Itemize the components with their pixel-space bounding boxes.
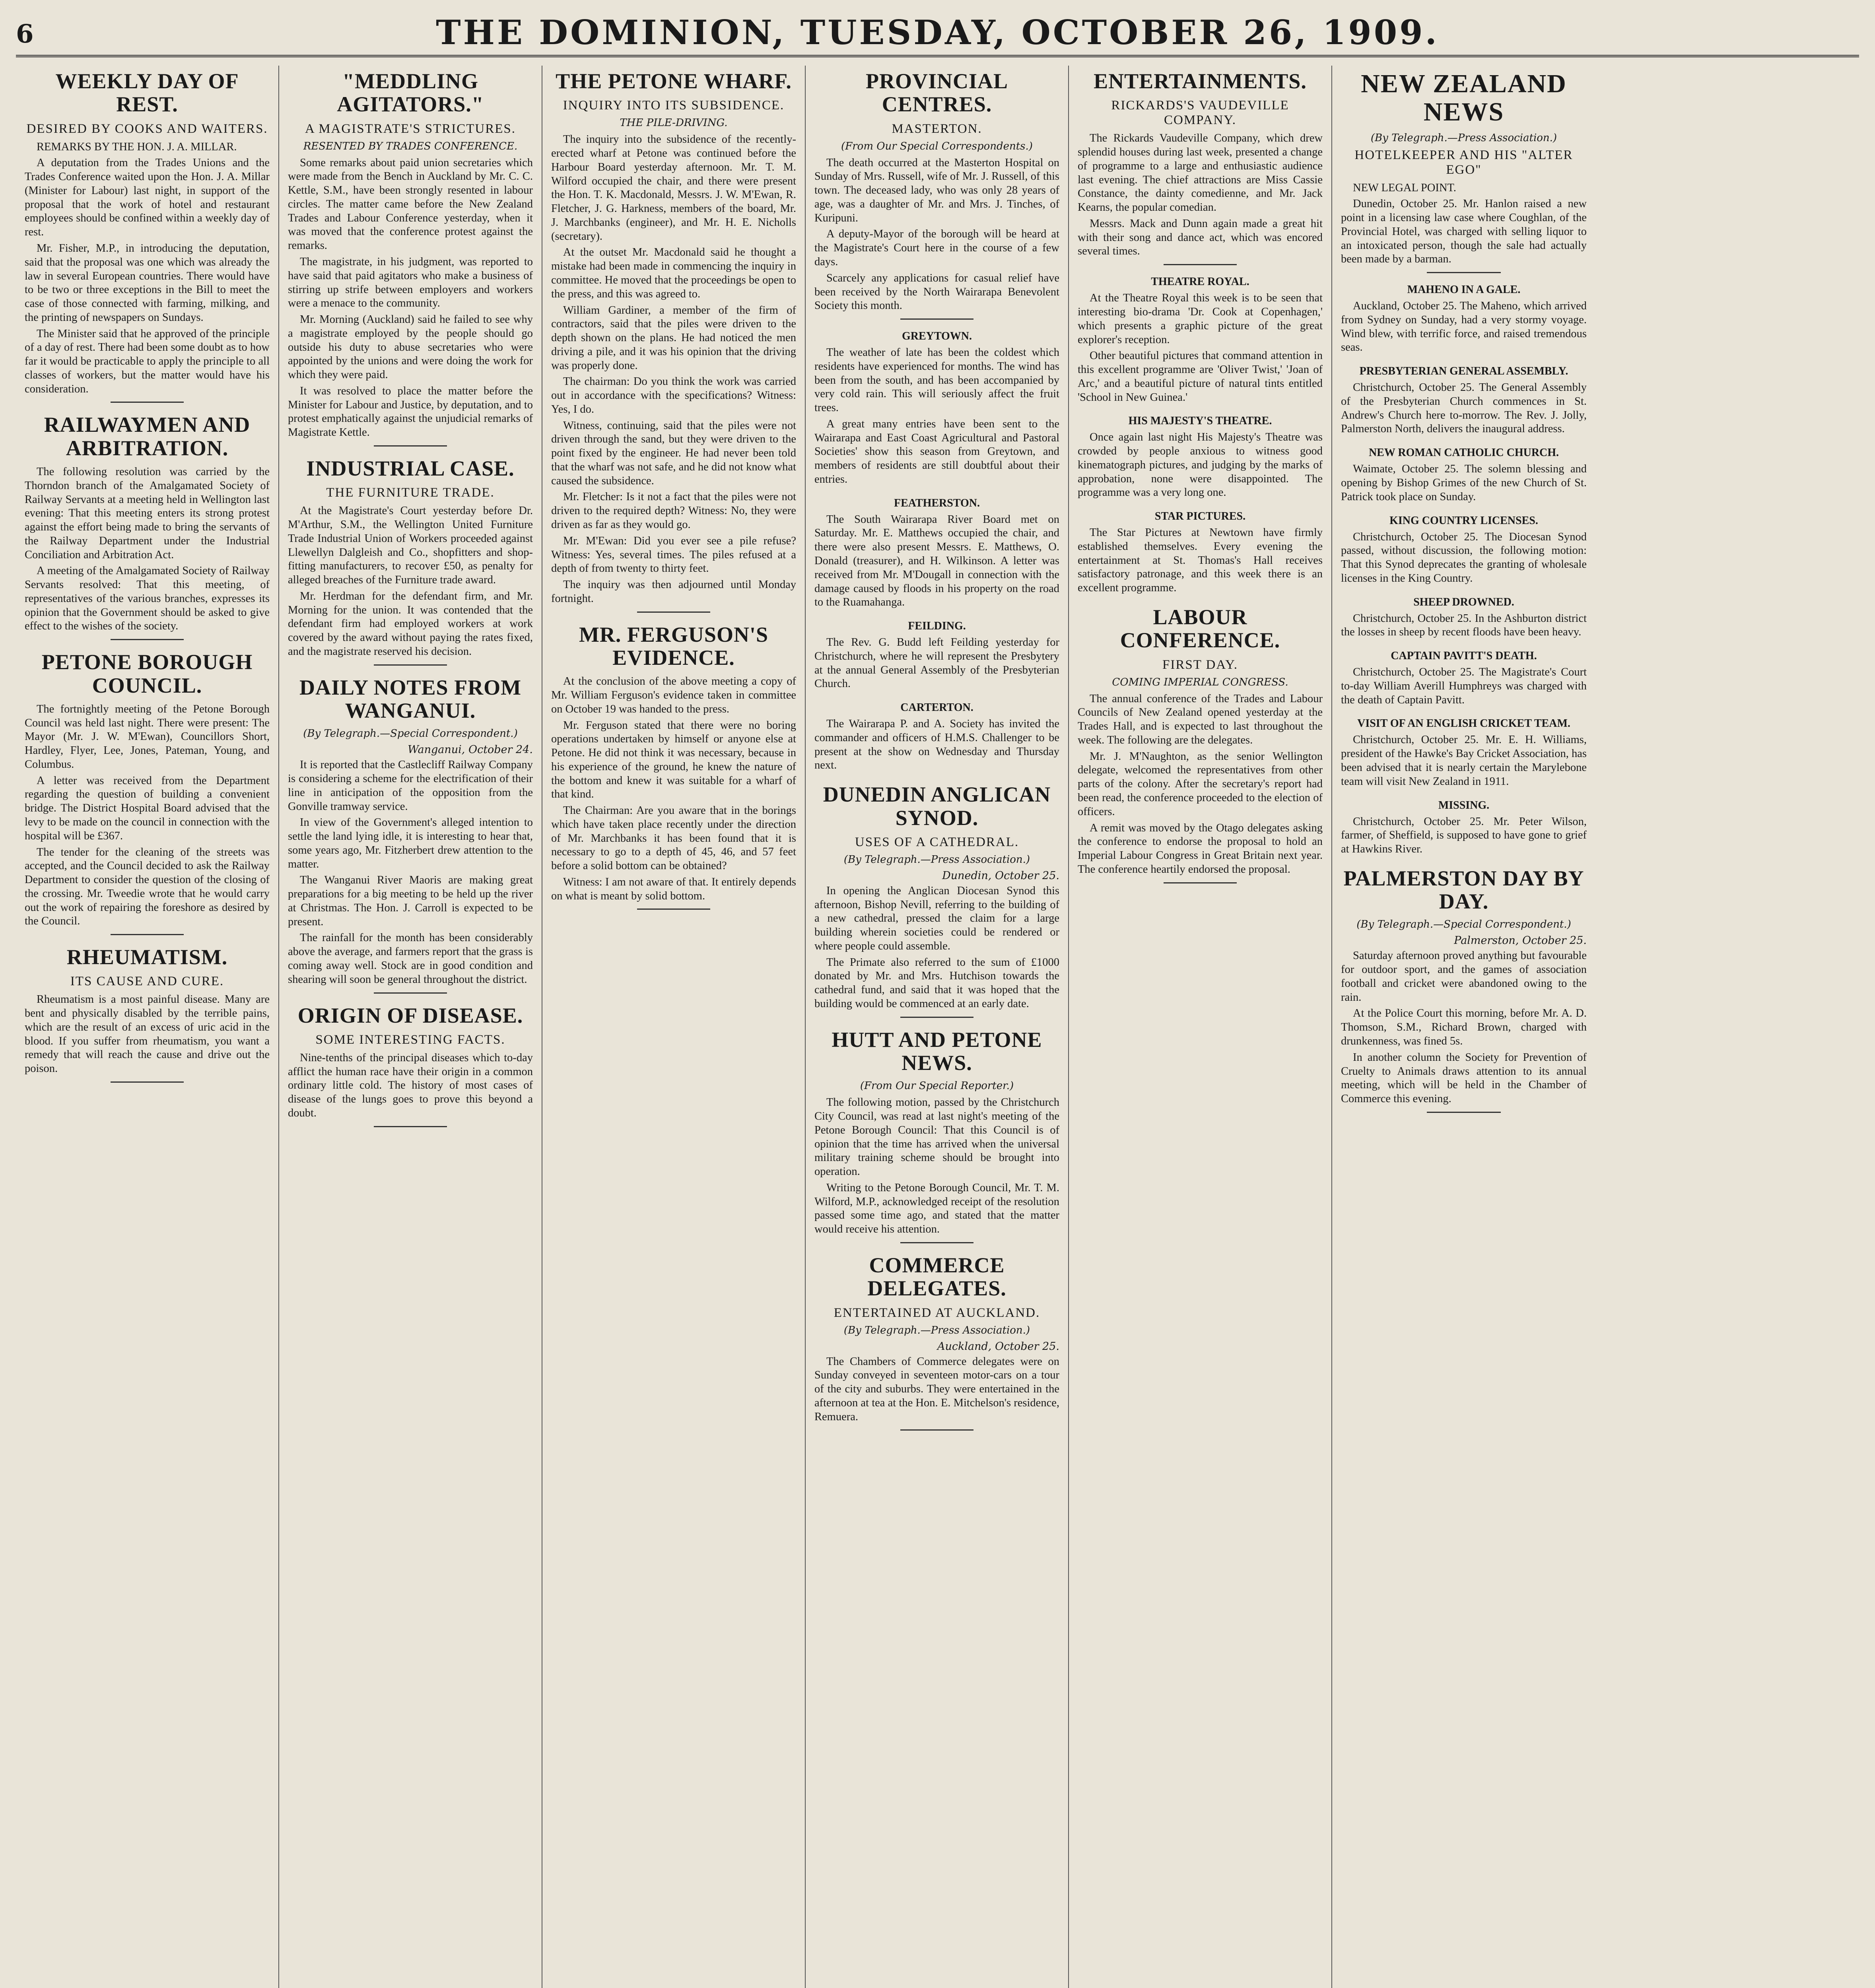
article-heading: RAILWAYMEN AND ARBITRATION. <box>44 413 251 460</box>
article-subheading: CARTERTON. <box>900 701 973 714</box>
article-paragraph: The Rickards Vaudeville Company, which drew splendid houses during last week, presented a change of programme to a large and enthusiastic audience last evening. The chief attractions are Miss Cassie Constance, the dainty comedienne, and Mr. Jack Kearns, the popular comedian. <box>1078 132 1323 214</box>
article-dateline: Auckland, October 25. <box>937 1340 1059 1353</box>
article-paragraph: The Star Pictures at Newtown have firmly established themselves. Every evening the entertainment at St. Thomas's Hall receives satisfactory patronage, and this week there is an excellent programme. <box>1078 526 1323 594</box>
article-subheading: RICKARDS'S VAUDEVILLE COMPANY. <box>1111 98 1289 128</box>
column-1 <box>16 66 279 1988</box>
article-credit: RESENTED BY TRADES CONFERENCE. <box>303 140 518 152</box>
article-heading: COMMERCE DELEGATES. <box>867 1253 1006 1301</box>
article <box>1341 70 1587 273</box>
article <box>1078 415 1323 500</box>
article-paragraph: Mr. Herdman for the defendant firm, and Mr. Morning for the union. It was contended that the defendant firm had employed workers at work covered by the award without paying the rates fixed, and the magistrate reserved his decision. <box>288 590 533 658</box>
article-paragraph: Waimate, October 25. The solemn blessing and opening by Bishop Grimes of the new Church of St. Patrick took place on Sunday. <box>1341 463 1587 503</box>
article-paragraph: REMARKS BY THE HON. J. A. MILLAR. <box>37 140 237 153</box>
article-paragraph: At the Theatre Royal this week is to be seen that interesting bio-drama 'Dr. Cook at Copenhagen,' which presents a graphic picture of the great explorer's reception. <box>1078 292 1323 346</box>
article <box>1341 867 1587 1113</box>
article-subheading: VISIT OF AN ENGLISH CRICKET TEAM. <box>1357 717 1570 730</box>
article-paragraph: In view of the Government's alleged intention to settle the land lying idle, it is interesting to hear that, some years ago, Mr. Fitzherbert drew attention to the matter. <box>288 816 533 870</box>
page-number: 6 <box>16 19 34 49</box>
column-3 <box>542 66 806 1988</box>
article-paragraph: Other beautiful pictures that command attention in this excellent programme are 'Oliver Twist,' 'Joan of Arc,' and a beautiful picture of natural tints entitled 'School in New Guinea.' <box>1078 349 1323 404</box>
article-subheading: HOTELKEEPER AND HIS "ALTER EGO" <box>1354 148 1573 177</box>
article-credit: COMING IMPERIAL CONGRESS. <box>1112 676 1288 688</box>
article-subheading: FEILDING. <box>908 620 966 633</box>
article-credit: THE PILE-DRIVING. <box>620 117 728 129</box>
article-credit: (From Our Special Reporter.) <box>860 1080 1014 1092</box>
article <box>814 497 1059 610</box>
article-subheading: MISSING. <box>1438 799 1490 812</box>
section-divider <box>1164 264 1237 265</box>
article-paragraph: Scarcely any applications for casual relief have been received by the North Wairarapa Benevolent Society this month. <box>814 272 1059 312</box>
article-paragraph: At the outset Mr. Macdonald said he thought a mistake had been made in commencing the inquiry in committee. He moved that the proceedings be open to the press, and this was agreed to. <box>551 246 796 300</box>
article-paragraph: The Wanganui River Maoris are making great preparations for a big meeting to be held up the river at Christmas. The Hon. J. Carroll is expected to be present. <box>288 874 533 928</box>
article-subheading: HIS MAJESTY'S THEATRE. <box>1128 415 1272 427</box>
article-heading: LABOUR CONFERENCE. <box>1120 605 1280 652</box>
article <box>814 1028 1059 1243</box>
article-paragraph: At the conclusion of the above meeting a copy of Mr. William Ferguson's evidence taken in committee on October 19 was handed to the press. <box>551 675 796 715</box>
article-paragraph: A letter was received from the Department regarding the question of building a convenient bridge. The District Hospital Board advised that the levy to be made on the council in connection with the hospital will be £367. <box>25 774 270 842</box>
article-heading: RHEUMATISM. <box>66 945 228 969</box>
article-paragraph: At the Police Court this morning, before Mr. A. D. Thomson, S.M., Richard Brown, charged with drunkenness, was fined 5s. <box>1341 1007 1587 1048</box>
article-subheading: FIRST DAY. <box>1162 657 1238 672</box>
article-paragraph: A great many entries have been sent to the Wairarapa and East Coast Agricultural and Pastoral Societies' show this season from Greytown, and members of residents are still doubtful about their entries. <box>814 417 1059 485</box>
article-heading: PALMERSTON DAY BY DAY. <box>1343 866 1584 914</box>
article-paragraph: The fortnightly meeting of the Petone Borough Council was held last night. There were present: The Mayor (Mr. J. W. M'Ewan), Councillors Short, Hardley, Flyer, Lee, Jones, Pateman, Young, and Columbus. <box>25 703 270 771</box>
article-subheading: PRESBYTERIAN GENERAL ASSEMBLY. <box>1359 365 1568 378</box>
article-paragraph: Writing to the Petone Borough Council, Mr. T. M. Wilford, M.P., acknowledged receipt of the resolution passed some time ago, and stated that the matter would receive his attention. <box>814 1181 1059 1236</box>
article <box>25 945 270 1083</box>
article-heading: DAILY NOTES FROM WANGANUI. <box>299 675 522 722</box>
article-paragraph: Mr. Fletcher: Is it not a fact that the piles were not driven to the required depth? Witness: No, they were driven as far as they would go. <box>551 491 796 531</box>
article-subheading: THEATRE ROYAL. <box>1151 276 1249 288</box>
article-paragraph: Christchurch, October 25. Mr. E. H. Williams, president of the Hawke's Bay Cricket Association, has been advised that it is nearly certain the Marylebone team will visit New Zealand in 1911. <box>1341 734 1587 788</box>
article-credit: (By Telegraph.—Special Correspondent.) <box>1356 918 1571 931</box>
article-paragraph: The inquiry was then adjourned until Monday fortnight. <box>551 579 796 605</box>
article-heading: THE PETONE WHARF. <box>556 69 792 93</box>
article-subheading: SHEEP DROWNED. <box>1413 596 1514 608</box>
article-subheading: KING COUNTRY LICENSES. <box>1389 514 1538 527</box>
article-subheading: ITS CAUSE AND CURE. <box>70 974 224 989</box>
section-divider <box>900 1429 974 1431</box>
section-divider <box>374 445 447 447</box>
article-heading: PROVINCIAL CENTRES. <box>865 69 1008 116</box>
article-subheading: STAR PICTURES. <box>1154 510 1246 523</box>
article-paragraph: The Minister said that he approved of the principle of a day of rest. There had been some doubt as to how far it would be practicable to apply the principle to all classes of workers, but the matter would have his consideration. <box>25 327 270 395</box>
article-subheading: USES OF A CATHEDRAL. <box>855 835 1019 849</box>
article-paragraph: Witness: I am not aware of that. It entirely depends on what is meant by solid bottom. <box>551 876 796 902</box>
article-paragraph: Mr. M'Ewan: Did you ever see a pile refuse? Witness: Yes, several times. The piles refused at a depth of from twenty to thirty feet. <box>551 534 796 575</box>
article-subheading: MAHENO IN A GALE. <box>1407 283 1521 296</box>
article-heading: MR. FERGUSON'S EVIDENCE. <box>579 622 769 670</box>
article-paragraph: The inquiry into the subsidence of the recently-erected wharf at Petone was continued before the Harbour Board yesterday afternoon. Mr. T. M. Wilford occupied the chair, and there were present the Hon. T. K. Macdonald, Messrs. J. W. M'Ewan, R. Fletcher, J. G. Harkness, members of the board, Mr. J. Marchbanks (engineer), and Mr. H. E. Nicholls (secretary). <box>551 133 796 243</box>
article-credit: (By Telegraph.—Press Association.) <box>1370 132 1557 144</box>
section-divider <box>111 1081 184 1083</box>
article-paragraph: Mr. J. M'Naughton, as the senior Wellington delegate, welcomed the representatives from other parts of the colony. After the secretary's report had been read, the conference proceeded to the election of officers. <box>1078 750 1323 818</box>
article-paragraph: Christchurch, October 25. The Diocesan Synod passed, without discussion, the following motion: That this Synod deprecates the granting of wholesale licenses in the King Country. <box>1341 530 1587 584</box>
section-divider <box>637 909 711 910</box>
section-divider <box>111 639 184 640</box>
article <box>288 676 533 994</box>
article-dateline: Palmerston, October 25. <box>1454 934 1587 947</box>
article-subheading: MASTERTON. <box>892 121 982 136</box>
article-paragraph: Once again last night His Majesty's Theatre was crowded by people anxious to witness good kinematograph pictures, and judging by the marks of approbation, none were disappointed. The programme was a very long one. <box>1078 431 1323 499</box>
article-paragraph: A meeting of the Amalgamated Society of Railway Servants resolved: That this meeting, of representatives of the various branches, expresses its opinion that the Government should be asked to give effect to the wishes of the society. <box>25 565 270 633</box>
article-subheading: GREYTOWN. <box>902 330 972 343</box>
article-heading: WEEKLY DAY OF REST. <box>55 69 239 116</box>
article-subheading: A MAGISTRATE'S STRICTURES. <box>305 121 516 136</box>
article <box>1078 276 1323 404</box>
column-2 <box>279 66 542 1988</box>
article-paragraph: Dunedin, October 25. Mr. Hanlon raised a new point in a licensing law case where Coughlan, of the Provincial Hotel, was charged with selling liquor to an intoxicated person, though the sale had actually been made by a barman. <box>1341 198 1587 266</box>
article-subheading: ENTERTAINED AT AUCKLAND. <box>834 1305 1040 1320</box>
article <box>814 1254 1059 1431</box>
article-subheading: NEW ROMAN CATHOLIC CHURCH. <box>1368 447 1559 459</box>
article <box>814 330 1059 487</box>
section-divider <box>111 402 184 403</box>
article-paragraph: Saturday afternoon proved anything but favourable for outdoor sport, and the games of association football and cricket were abandoned owing to the rain. <box>1341 949 1587 1004</box>
article <box>25 413 270 640</box>
article-paragraph: The chairman: Do you think the work was carried out in accordance with the specifications? Witness: Yes, I do. <box>551 375 796 415</box>
article-heading: DUNEDIN ANGLICAN SYNOD. <box>823 782 1051 830</box>
article-paragraph: Rheumatism is a most painful disease. Many are bent and physically disabled by the terrible pains, which are the result of an excess of uric acid in the blood. If you suffer from rheumatism, you want a remedy that will reach the cause and drive out the poison. <box>25 993 270 1075</box>
article-paragraph: The Rev. G. Budd left Feilding yesterday for Christchurch, where he will represent the Presbytery at the annual General Assembly of the Presbyterian Church. <box>814 636 1059 690</box>
article <box>814 620 1059 691</box>
column-4 <box>806 66 1069 1988</box>
article-paragraph: Christchurch, October 25. Mr. Peter Wilson, farmer, of Sheffield, is supposed to have gone to grief at Hawkins River. <box>1341 815 1587 856</box>
article <box>1341 447 1587 504</box>
article-credit: (By Telegraph.—Press Association.) <box>843 1324 1030 1336</box>
article-dateline: Wanganui, October 24. <box>408 744 533 756</box>
article-subheading: DESIRED BY COOKS AND WAITERS. <box>26 121 268 136</box>
section-divider <box>1164 882 1237 883</box>
article <box>288 1004 533 1127</box>
article-subheading: INQUIRY INTO ITS SUBSIDENCE. <box>563 98 785 113</box>
article-paragraph: Mr. Fisher, M.P., in introducing the deputation, said that the proposal was one which was already the law in several European countries. There would have to be two or three exceptions in the Bill to meet the case of those connected with farming, milking, and the printing of newspapers on Sundays. <box>25 242 270 324</box>
article-paragraph: The Chambers of Commerce delegates were on Sunday conveyed in seventeen motor-cars on a tour of the city and suburbs. They were entertained in the afternoon at tea at the Hon. E. Mitchelson's residence, Remuera. <box>814 1355 1059 1423</box>
article <box>1341 650 1587 707</box>
article-paragraph: Mr. Morning (Auckland) said he failed to see why a magistrate employed by the people should go outside his duty to abuse secretaries who were appointed by the unions and were doing the work for which they were paid. <box>288 313 533 381</box>
article <box>1078 606 1323 883</box>
article-paragraph: Christchurch, October 25. The General Assembly of the Presbyterian Church commences in St. Andrew's Church here to-morrow. The Rev. J. Jolly, Palmerston North, delivers the inaugural address. <box>1341 381 1587 435</box>
article-paragraph: Auckland, October 25. The Maheno, which arrived from Sydney on Sunday, had a very stormy voyage. Wind blew, with terrific force, and raised tremendous seas. <box>1341 300 1587 354</box>
article-paragraph: The Primate also referred to the sum of £1000 donated by Mr. and Mrs. Hutchison towards the cathedral fund, and said that it was hoped that the building would be commenced at an early date. <box>814 956 1059 1010</box>
article <box>814 701 1059 773</box>
article-paragraph: Christchurch, October 25. In the Ashburton district the losses in sheep by recent floods have been heavy. <box>1341 612 1587 639</box>
newspaper-title: THE DOMINION, TUESDAY, OCTOBER 26, 1909. <box>436 13 1439 52</box>
section-divider <box>374 1126 447 1127</box>
article <box>1078 70 1323 265</box>
article-paragraph: Christchurch, October 25. The Magistrate's Court to-day William Averill Humphreys was charged with the death of Captain Pavitt. <box>1341 666 1587 706</box>
section-divider <box>1427 1112 1500 1113</box>
article-subheading: SOME INTERESTING FACTS. <box>315 1032 505 1047</box>
article-credit: (From Our Special Correspondents.) <box>841 140 1033 152</box>
article-paragraph: NEW LEGAL POINT. <box>1353 181 1456 194</box>
article-heading: "MEDDLING AGITATORS." <box>337 69 484 116</box>
section-divider <box>900 1017 974 1018</box>
article-paragraph: The Wairarapa P. and A. Society has invited the commander and officers of H.M.S. Challenger to be present at the show on Wednesday and Thursday next. <box>814 718 1059 772</box>
article-paragraph: The death occurred at the Masterton Hospital on Sunday of Mrs. Russell, wife of Mr. J. Russell, of this town. The deceased lady, who was only 28 years of age, was a daughter of Mr. and Mrs. J. Tinches, of Kuripuni. <box>814 156 1059 224</box>
article-paragraph: Witness, continuing, said that the piles were not driven through the sand, but they were driven to the point fixed by the engineer. He had never been told that the wharf was not safe, and he did not know what caused the subsidence. <box>551 419 796 487</box>
article <box>1341 514 1587 586</box>
article-dateline: Dunedin, October 25. <box>942 869 1059 882</box>
section-divider <box>900 318 974 320</box>
article <box>1341 365 1587 436</box>
article-paragraph: The weather of late has been the coldest which residents have experienced for months. The wind has been from the south, and has been accompanied by very cold rain. This will seriously affect the fruit trees. <box>814 346 1059 414</box>
article-heading: NEW ZEALAND NEWS <box>1361 69 1567 127</box>
article-paragraph: In opening the Anglican Diocesan Synod this afternoon, Bishop Nevill, referring to the building of a new cathedral, pressed the claim for a large building wherein societies could be rendered or where people could assemble. <box>814 884 1059 952</box>
article-credit: (By Telegraph.—Press Association.) <box>843 853 1030 866</box>
article <box>25 70 270 403</box>
section-divider <box>1427 272 1500 273</box>
section-divider <box>900 1242 974 1243</box>
section-divider <box>374 992 447 994</box>
article <box>1341 283 1587 355</box>
article-heading: ORIGIN OF DISEASE. <box>297 1003 523 1027</box>
article-paragraph: Some remarks about paid union secretaries which were made from the Bench in Auckland by Mr. C. C. Kettle, S.M., have been strongly resented in labour circles. The matter came before the New Zealand Trades and Labour Conference yesterday, when it was moved that the conference protest against the remarks. <box>288 156 533 252</box>
article-paragraph: The rainfall for the month has been considerably above the average, and farmers report that the grass is coming away well. Stock are in good condition and shearing will soon be general throughout the district. <box>288 932 533 986</box>
article <box>814 783 1059 1018</box>
article-heading: INDUSTRIAL CASE. <box>306 456 515 480</box>
article <box>288 457 533 666</box>
article-paragraph: William Gardiner, a member of the firm of contractors, said that the piles were driven to the depth shown on the plans. He had noticed the men driving a pile, and it was his opinion that the driving was properly done. <box>551 304 796 372</box>
article <box>551 70 796 613</box>
article-paragraph: A deputation from the Trades Unions and the Trades Conference waited upon the Hon. J. A. Millar (Minister for Labour) last night, in support of the proposal that the work of hotel and restaurant employees should be confined within a weekly day of rest. <box>25 157 270 239</box>
article-paragraph: The South Wairarapa River Board met on Saturday. Mr. E. Matthews occupied the chair, and there were also present Messrs. E. Matthews, O. Donald (treasurer), and H. Wilkinson. A letter was received from Mr. M'Dougall in connection with the damage caused by floods in his property on the road to the Ruamahanga. <box>814 513 1059 609</box>
article-subheading: THE FURNITURE TRADE. <box>326 485 495 500</box>
article-credit: (By Telegraph.—Special Correspondent.) <box>303 728 518 740</box>
article <box>814 70 1059 320</box>
article <box>1341 717 1587 788</box>
columns <box>16 66 1859 1988</box>
article <box>551 623 796 910</box>
article-paragraph: The Chairman: Are you aware that in the borings which have taken place recently under the direction of Mr. Marchbanks it has been found that it is necessary to go to a depth of 45, 46, and 57 feet before a solid bottom can be obtained? <box>551 804 796 872</box>
article-heading: PETONE BOROUGH COUNCIL. <box>41 650 253 697</box>
article-paragraph: It is reported that the Castlecliff Railway Company is considering a scheme for the electrification of their line in anticipation of the opposition from the Gonville tramway service. <box>288 759 533 813</box>
article-paragraph: The following motion, passed by the Christchurch City Council, was read at last night's meeting of the Petone Borough Council: That this Council is of opinion that the time has arrived when the universal military training scheme should be brought into operation. <box>814 1096 1059 1178</box>
article <box>1341 596 1587 640</box>
article <box>288 70 533 447</box>
article-paragraph: The tender for the cleaning of the streets was accepted, and the Council decided to ask the Railway Department to consider the question of the closing of the crossing. Mr. Tweedie wrote that he would carry out the work of repairing the foreshore as desired by the Council. <box>25 846 270 928</box>
column-5 <box>1069 66 1332 1988</box>
article <box>1341 799 1587 856</box>
section-divider <box>374 664 447 666</box>
column-6 <box>1332 66 1595 1988</box>
article-heading: HUTT AND PETONE NEWS. <box>832 1027 1042 1075</box>
article-paragraph: At the Magistrate's Court yesterday before Dr. M'Arthur, S.M., the Wellington United Furniture Trade Industrial Union of Workers proceeded against Llewellyn Dalgleish and Co., shopfitters and shop-fitting manufacturers, to recover £50, as penalty for alleged breaches of the Furniture trade award. <box>288 505 533 586</box>
article-subheading: FEATHERSTON. <box>894 497 980 509</box>
article-heading: ENTERTAINMENTS. <box>1094 69 1307 93</box>
article-paragraph: The annual conference of the Trades and Labour Councils of New Zealand opened yesterday at the Trades Hall, and is expected to last throughout the week. The following are the delegates. <box>1078 692 1323 746</box>
article-paragraph: Messrs. Mack and Dunn again made a great hit with their song and dance act, which was encored several times. <box>1078 217 1323 258</box>
section-divider <box>111 934 184 935</box>
article-paragraph: Nine-tenths of the principal diseases which to-day afflict the human race have their origin in a common ordinary little cold. The history of most cases of disease of the lungs goes to prove this beyond a doubt. <box>288 1051 533 1119</box>
article-subheading: CAPTAIN PAVITT'S DEATH. <box>1391 650 1537 662</box>
article-paragraph: In another column the Society for Prevention of Cruelty to Animals draws attention to its annual meeting, which will be held in the Chamber of Commerce this evening. <box>1341 1051 1587 1105</box>
article-paragraph: A remit was moved by the Otago delegates asking the conference to endorse the proposal to hold an Imperial Labour Congress in Great Britain next year. The conference heartily endorsed the proposal. <box>1078 821 1323 876</box>
article-paragraph: It was resolved to place the matter before the Minister for Labour and Justice, by deputation, and to protest emphatically against the unjudicial remarks of Magistrate Kettle. <box>288 384 533 439</box>
section-divider <box>637 612 711 613</box>
article-paragraph: A deputy-Mayor of the borough will be heard at the Magistrate's Court here in the course of a few days. <box>814 228 1059 268</box>
article-paragraph: The magistrate, in his judgment, was reported to have said that paid agitators who make a business of stirring up strife between employers and workers were a menace to the community. <box>288 255 533 310</box>
masthead <box>16 11 1859 57</box>
article <box>1078 510 1323 595</box>
article-paragraph: Mr. Ferguson stated that there were no boring operations undertaken by himself or anyone else at Petone. He did not think it was necessary, because in his experience of the ground, he knew the nature of the bottom and knew it was suitable for a wharf of that kind. <box>551 719 796 801</box>
article <box>25 650 270 935</box>
article-paragraph: The following resolution was carried by the Thorndon branch of the Amalgamated Society of Railway Servants at a meeting held in Wellington last evening: That this meeting enters its strong protest against the effort being made to bring the servants of the Railway Department under the Industrial Conciliation and Arbitration Act. <box>25 466 270 561</box>
